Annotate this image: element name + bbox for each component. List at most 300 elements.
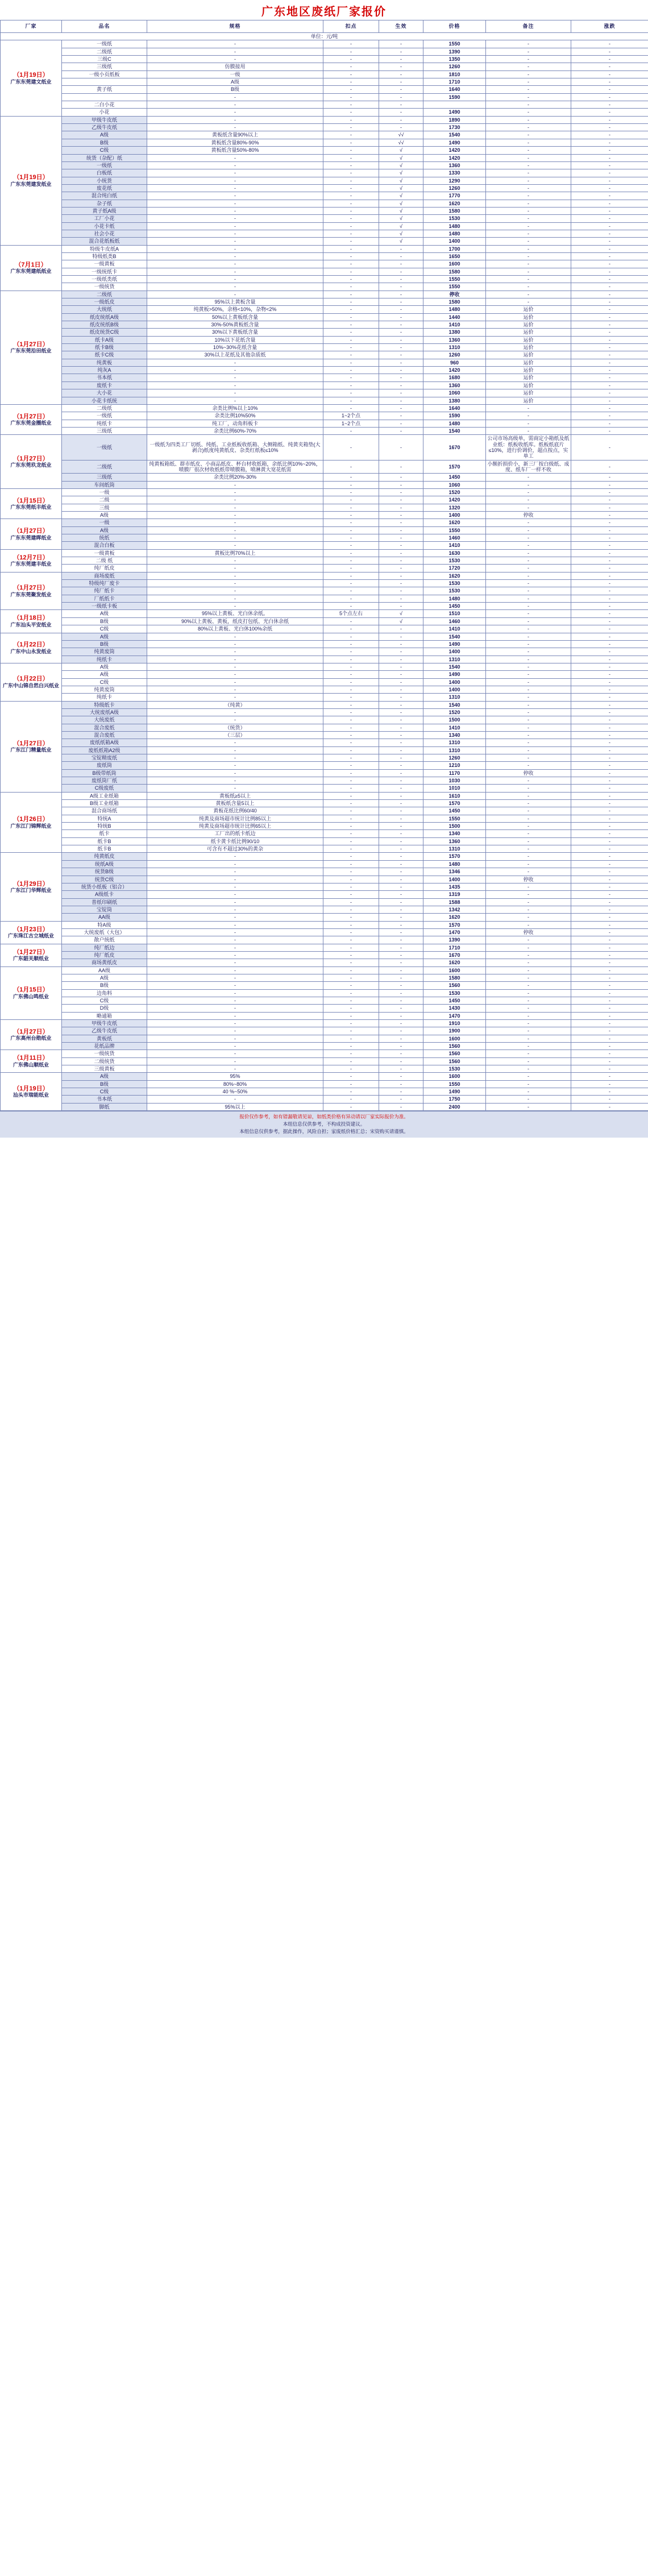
product-cell: 小花卡纸统 [62,397,147,404]
table-row [1,48,648,55]
table-row [1,93,648,101]
table-row [1,116,648,123]
factory-cell [1,944,62,966]
deduct-cell: - [323,1012,379,1019]
effect-cell: - [379,754,423,762]
change-cell: - [571,731,648,739]
change-cell: - [571,381,648,389]
note-cell: - [486,526,571,534]
product-cell: 纸卡B级 [62,344,147,351]
spec-cell: - [147,154,323,161]
note-cell: - [486,617,571,625]
price-cell: 1435 [423,883,486,890]
factory-cell [1,291,62,404]
note-cell: - [486,215,571,222]
price-cell: 1260 [423,754,486,762]
note-cell: - [486,63,571,70]
note-cell: - [486,868,571,876]
spec-cell: （统货） [147,724,323,731]
product-cell: 一级统纸卡 [62,268,147,275]
effect-cell: - [379,344,423,351]
unit-row [1,33,648,40]
note-cell: - [486,671,571,678]
deduct-cell: - [323,731,379,739]
change-cell: - [571,944,648,951]
spec-cell: - [147,557,323,565]
spec-cell: - [147,785,323,792]
spec-cell: - [147,951,323,959]
spec-cell: 黄板纸≥5以上 [147,792,323,799]
product-cell: 纯厂纸皮 [62,951,147,959]
deduct-cell: - [323,512,379,519]
col-effect: 生效 [379,20,423,33]
deduct-cell: - [323,351,379,359]
price-cell: 1420 [423,496,486,504]
factory-name: 广东江门精量纸业 [10,747,52,753]
table-row [1,389,648,397]
note-cell: - [486,116,571,123]
factory-cell [1,435,62,489]
note-cell: - [486,633,571,640]
deduct-cell: - [323,640,379,648]
factory-date: （1月19日） [13,72,49,79]
spec-cell: - [147,161,323,169]
change-cell: - [571,252,648,260]
deduct-cell: - [323,830,379,837]
change-cell: - [571,389,648,397]
deduct-cell: - [323,1103,379,1110]
note-cell: - [486,830,571,837]
table-row [1,944,648,951]
deduct-cell: - [323,989,379,997]
table-row [1,997,648,1005]
spec-cell: - [147,519,323,526]
spec-cell: - [147,1005,323,1012]
effect-cell: - [379,306,423,313]
deduct-cell: - [323,1005,379,1012]
effect-cell: - [379,777,423,785]
note-cell: - [486,1027,571,1035]
change-cell: - [571,557,648,565]
spec-cell: - [147,481,323,488]
price-cell: 1540 [423,131,486,139]
table-row [1,823,648,830]
effect-cell: - [379,496,423,504]
product-cell: B级 [62,139,147,146]
price-cell: 1500 [423,716,486,724]
spec-cell: - [147,56,323,63]
note-cell: - [486,951,571,959]
table-row [1,184,648,192]
factory-name: 广东东莞建文纸业 [10,78,52,85]
deduct-cell: - [323,124,379,131]
table-row [1,215,648,222]
product-cell: 厂纸纸卡 [62,595,147,602]
table-row [1,603,648,610]
note-cell: - [486,427,571,434]
change-cell: - [571,678,648,686]
price-cell: 1560 [423,1043,486,1050]
factory-name: 广东东莞建晖纸业 [10,534,52,541]
effect-cell: √√ [379,139,423,146]
note-cell: - [486,1057,571,1065]
change-cell: - [571,460,648,474]
factory-cell [1,853,62,921]
note-cell: 停收 [486,928,571,936]
note-cell: 运价 [486,397,571,404]
table-row [1,1035,648,1042]
change-cell: - [571,617,648,625]
product-cell: 黄板纸 [62,1035,147,1042]
note-cell: - [486,268,571,275]
price-cell: 1550 [423,40,486,48]
change-cell: - [571,762,648,769]
product-cell: 一级统货 [62,283,147,291]
table-row [1,101,648,109]
deduct-cell: - [323,381,379,389]
note-cell: - [486,131,571,139]
table-row [1,359,648,366]
product-cell: 大统废纸 [62,716,147,724]
change-cell: - [571,792,648,799]
change-cell: - [571,807,648,815]
spec-cell: - [147,982,323,989]
price-cell: 1420 [423,367,486,374]
effect-cell: - [379,914,423,921]
table-row [1,488,648,496]
effect-cell: - [379,640,423,648]
price-cell: 1480 [423,860,486,868]
product-cell: A级 [62,1073,147,1080]
deduct-cell: - [323,359,379,366]
effect-cell: - [379,830,423,837]
price-cell: 1630 [423,549,486,557]
effect-cell: - [379,891,423,898]
product-cell: 纯黄废筒 [62,686,147,693]
price-cell: 1500 [423,823,486,830]
product-cell: 混合废纸 [62,731,147,739]
table-row [1,891,648,898]
change-cell: - [571,891,648,898]
change-cell: - [571,830,648,837]
product-cell: 书本纸 [62,1096,147,1103]
product-cell: 一级纸 [62,412,147,420]
deduct-cell: - [323,86,379,93]
deduct-cell: - [323,252,379,260]
table-row [1,78,648,86]
product-cell: 社会小花 [62,230,147,237]
product-cell: 三级黄板 [62,1065,147,1073]
spec-cell: - [147,1043,323,1050]
change-cell: - [571,572,648,579]
factory-cell [1,701,62,792]
table-row [1,640,648,648]
effect-cell: √ [379,215,423,222]
effect-cell: - [379,837,423,845]
deduct-cell: - [323,1043,379,1050]
note-cell: - [486,124,571,131]
effect-cell: - [379,56,423,63]
spec-cell: - [147,245,323,252]
deduct-cell: - [323,853,379,860]
change-cell: - [571,549,648,557]
deduct-cell: - [323,876,379,883]
factory-date: （1月29日） [13,880,49,887]
deduct-cell: - [323,460,379,474]
spec-cell: 纯黄板箱纸、群市纸皮、小商品纸皮、杯台材收纸箱，余纸比例10%~20%，喷膜厂很次材收纸纸带喷膜箱，喷淋黄大宽花纸需 [147,460,323,474]
spec-cell: - [147,746,323,754]
deduct-cell: - [323,1096,379,1103]
spec-cell: - [147,169,323,177]
note-cell: - [486,252,571,260]
spec-cell: - [147,207,323,214]
price-cell: 1590 [423,412,486,420]
note-cell: - [486,276,571,283]
change-cell: - [571,610,648,617]
spec-cell: - [147,928,323,936]
table-row [1,268,648,275]
price-cell: 1310 [423,845,486,853]
product-cell: A级 [62,610,147,617]
price-cell: 1570 [423,853,486,860]
deduct-cell: - [323,192,379,200]
spec-cell: 余类比例60%-70% [147,427,323,434]
effect-cell: - [379,109,423,116]
spec-cell: （纯黄） [147,701,323,708]
spec-cell: - [147,200,323,207]
factory-cell [1,245,62,291]
deduct-cell: - [323,739,379,746]
note-cell: - [486,56,571,63]
price-cell: 1540 [423,663,486,670]
spec-cell: - [147,853,323,860]
factory-cell [1,1073,62,1111]
price-cell: 1260 [423,184,486,192]
table-row [1,519,648,526]
table-row [1,883,648,890]
deduct-cell: - [323,70,379,78]
note-cell: - [486,298,571,306]
factory-date: （1月23日） [13,926,49,933]
factory-name: 广东东莞聚发纸业 [10,591,52,598]
spec-cell: 95%以上黄板含量 [147,298,323,306]
product-cell: 商场废纸 [62,572,147,579]
price-cell: 1480 [423,306,486,313]
effect-cell: - [379,694,423,701]
change-cell: - [571,853,648,860]
effect-cell: - [379,351,423,359]
table-row [1,966,648,974]
product-cell: 书本纸 [62,374,147,381]
note-cell: 运价 [486,329,571,336]
price-cell: 1890 [423,116,486,123]
factory-cell [1,633,62,663]
effect-cell: - [379,460,423,474]
product-cell: 三级纸 [62,474,147,481]
product-cell: A级 [62,131,147,139]
spec-cell: - [147,374,323,381]
price-cell: 1520 [423,708,486,716]
change-cell: - [571,404,648,412]
table-row [1,906,648,913]
effect-cell: - [379,648,423,656]
factory-date: （1月27日） [13,413,49,420]
effect-cell: - [379,876,423,883]
change-cell: - [571,951,648,959]
note-cell: - [486,48,571,55]
change-cell: - [571,1073,648,1080]
note-cell: - [486,921,571,928]
note-cell: - [486,982,571,989]
table-row [1,70,648,78]
price-cell: 1400 [423,238,486,245]
effect-cell: - [379,321,423,329]
factory-date: （12月7日） [13,554,49,561]
note-cell: 运价 [486,321,571,329]
effect-cell: √ [379,238,423,245]
table-row [1,739,648,746]
product-cell: 统纸A级 [62,860,147,868]
table-row [1,572,648,579]
deduct-cell: - [323,1088,379,1096]
effect-cell: - [379,762,423,769]
deduct-cell: - [323,504,379,511]
product-cell: 废纸筒 [62,762,147,769]
spec-cell: - [147,283,323,291]
change-cell: - [571,200,648,207]
spec-cell: - [147,891,323,898]
effect-cell: - [379,260,423,268]
deduct-cell: - [323,944,379,951]
factory-date: （7月1日） [15,261,47,268]
effect-cell: - [379,906,423,913]
table-row [1,177,648,184]
note-cell: - [486,898,571,906]
price-cell: 960 [423,359,486,366]
note-cell: - [486,595,571,602]
change-cell: - [571,883,648,890]
change-cell: - [571,936,648,944]
product-cell: D级 [62,1005,147,1012]
change-cell: - [571,724,648,731]
product-cell [62,93,147,101]
spec-cell: - [147,1050,323,1057]
deduct-cell: - [323,785,379,792]
effect-cell: - [379,420,423,427]
change-cell: - [571,177,648,184]
spec-cell: - [147,222,323,230]
table-row [1,800,648,807]
product-cell: 一级纸 [62,435,147,460]
table-row [1,161,648,169]
deduct-cell: - [323,617,379,625]
effect-cell: - [379,276,423,283]
deduct-cell: - [323,997,379,1005]
effect-cell: √ [379,177,423,184]
note-cell: - [486,420,571,427]
price-cell: 1550 [423,526,486,534]
change-cell: - [571,595,648,602]
note-cell: - [486,648,571,656]
spec-cell: 余类比例20%-30% [147,474,323,481]
table-row [1,754,648,762]
table-row [1,283,648,291]
deduct-cell: - [323,1073,379,1080]
note-cell: - [486,883,571,890]
note-cell: - [486,656,571,663]
spec-cell: - [147,534,323,542]
note-cell: 运价 [486,359,571,366]
product-cell: 一级纸卡板 [62,603,147,610]
spec-cell: - [147,1027,323,1035]
factory-name: 广东东莞纸丰纸业 [10,504,52,511]
factory-name: 广东江门华辉纸业 [10,887,52,894]
table-row [1,549,648,557]
table-row [1,876,648,883]
table-row [1,837,648,845]
effect-cell: - [379,1065,423,1073]
spec-cell: - [147,48,323,55]
spec-cell: - [147,572,323,579]
product-cell: A级 [62,526,147,534]
table-row [1,1057,648,1065]
spec-cell: - [147,177,323,184]
spec-cell: - [147,694,323,701]
product-cell: 混合商场纸 [62,807,147,815]
effect-cell: - [379,412,423,420]
product-cell: 乙级牛皮纸 [62,124,147,131]
effect-cell: √ [379,192,423,200]
product-cell: AA级 [62,966,147,974]
product-cell: 花纸品牌 [62,1043,147,1050]
product-cell: 纸皮统货C级 [62,329,147,336]
price-cell: 1470 [423,1012,486,1019]
deduct-cell: - [323,161,379,169]
change-cell: - [571,1050,648,1057]
note-cell: - [486,496,571,504]
price-cell: 1770 [423,192,486,200]
deduct-cell: - [323,724,379,731]
table-row [1,580,648,587]
table-row [1,321,648,329]
title-bar [0,0,648,20]
table-row [1,298,648,306]
price-cell: 1550 [423,276,486,283]
unit-label: 单位：元/吨 [1,33,648,40]
table-row [1,200,648,207]
note-cell: 运价 [486,389,571,397]
change-cell: - [571,139,648,146]
note-cell: - [486,260,571,268]
change-cell: - [571,526,648,534]
change-cell: - [571,565,648,572]
deduct-cell: - [323,966,379,974]
table-row [1,853,648,860]
price-cell: 1450 [423,807,486,815]
effect-cell: - [379,951,423,959]
effect-cell: - [379,671,423,678]
note-cell: - [486,534,571,542]
product-cell: 二级纸 [62,404,147,412]
spec-cell: B级 [147,86,323,93]
change-cell: - [571,876,648,883]
spec-cell: - [147,587,323,595]
price-cell: 1810 [423,70,486,78]
change-cell: - [571,1043,648,1050]
price-cell: 1588 [423,898,486,906]
price-cell: 1010 [423,785,486,792]
table-row [1,329,648,336]
